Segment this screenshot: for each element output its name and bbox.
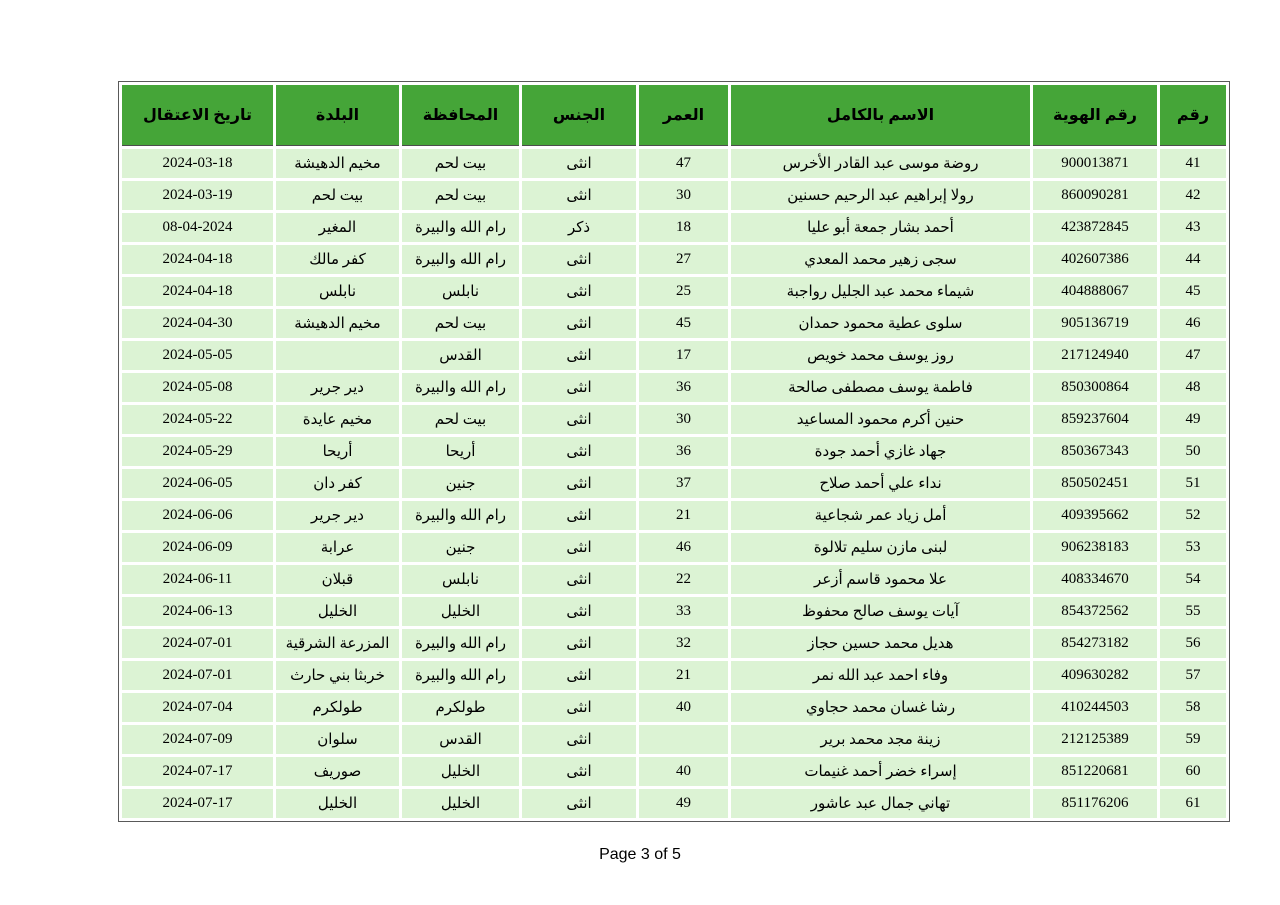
cell-governorate: رام الله والبيرة [402,501,519,530]
cell-id: 900013871 [1033,149,1157,178]
cell-id: 410244503 [1033,693,1157,722]
cell-governorate: القدس [402,725,519,754]
cell-age: 30 [639,181,728,210]
cell-town: مخيم عايدة [276,405,399,434]
cell-id: 851220681 [1033,757,1157,786]
cell-town: الخليل [276,789,399,818]
cell-name: رولا إبراهيم عبد الرحيم حسنين [731,181,1030,210]
cell-age: 49 [639,789,728,818]
cell-name: سلوى عطية محمود حمدان [731,309,1030,338]
cell-town: المزرعة الشرقية [276,629,399,658]
cell-id: 850367343 [1033,437,1157,466]
table-row [122,405,1226,434]
cell-num: 58 [1160,693,1226,722]
table-row [122,181,1226,210]
table-row [122,661,1226,690]
cell-town: أريحا [276,437,399,466]
cell-num: 48 [1160,373,1226,402]
cell-town [276,341,399,370]
cell-name: جهاد غازي أحمد جودة [731,437,1030,466]
cell-town: قبلان [276,565,399,594]
cell-gender: انثى [522,437,636,466]
cell-name: أمل زياد عمر شجاعية [731,501,1030,530]
cell-governorate: رام الله والبيرة [402,213,519,242]
cell-gender: انثى [522,789,636,818]
cell-age: 45 [639,309,728,338]
cell-gender: انثى [522,725,636,754]
cell-id: 409630282 [1033,661,1157,690]
cell-id: 404888067 [1033,277,1157,306]
cell-gender: انثى [522,149,636,178]
cell-name: تهاني جمال عبد عاشور [731,789,1030,818]
cell-governorate: الخليل [402,597,519,626]
cell-gender: انثى [522,469,636,498]
cell-num: 59 [1160,725,1226,754]
table-row [122,789,1226,818]
cell-age: 21 [639,661,728,690]
cell-age: 27 [639,245,728,274]
cell-gender: ذكر [522,213,636,242]
column-header-num: رقم [1160,85,1226,146]
table-body [122,149,1226,818]
table-row [122,629,1226,658]
cell-name: لبنى مازن سليم تلالوة [731,533,1030,562]
cell-governorate: نابلس [402,277,519,306]
cell-name: آيات يوسف صالح محفوظ [731,597,1030,626]
table-row [122,149,1226,178]
table-row [122,565,1226,594]
cell-name: نداء علي أحمد صلاح [731,469,1030,498]
cell-town: كفر مالك [276,245,399,274]
table-row [122,245,1226,274]
cell-arrest_date: 2024-07-01 [122,661,273,690]
cell-governorate: بيت لحم [402,309,519,338]
cell-gender: انثى [522,565,636,594]
cell-governorate: بيت لحم [402,405,519,434]
cell-num: 44 [1160,245,1226,274]
table-row [122,725,1226,754]
cell-town: سلوان [276,725,399,754]
cell-age: 17 [639,341,728,370]
cell-arrest_date: 2024-03-18 [122,149,273,178]
cell-id: 859237604 [1033,405,1157,434]
cell-id: 854372562 [1033,597,1157,626]
cell-id: 906238183 [1033,533,1157,562]
column-header-name: الاسم بالكامل [731,85,1030,146]
cell-age: 40 [639,693,728,722]
cell-governorate: رام الله والبيرة [402,245,519,274]
table-row [122,469,1226,498]
cell-id: 850300864 [1033,373,1157,402]
cell-num: 57 [1160,661,1226,690]
cell-name: روز يوسف محمد خويص [731,341,1030,370]
cell-arrest_date: 08-04-2024 [122,213,273,242]
column-header-gender: الجنس [522,85,636,146]
cell-governorate: رام الله والبيرة [402,629,519,658]
cell-arrest_date: 2024-06-05 [122,469,273,498]
cell-gender: انثى [522,661,636,690]
cell-id: 212125389 [1033,725,1157,754]
cell-num: 41 [1160,149,1226,178]
cell-gender: انثى [522,245,636,274]
cell-age: 25 [639,277,728,306]
cell-name: إسراء خضر أحمد غنيمات [731,757,1030,786]
cell-arrest_date: 2024-07-17 [122,757,273,786]
header-row [122,85,1226,146]
cell-town: صوريف [276,757,399,786]
cell-name: وفاء احمد عبد الله نمر [731,661,1030,690]
cell-age: 30 [639,405,728,434]
cell-gender: انثى [522,629,636,658]
cell-num: 49 [1160,405,1226,434]
cell-gender: انثى [522,597,636,626]
column-header-arrest_date: تاريخ الاعتقال [122,85,273,146]
cell-arrest_date: 2024-06-09 [122,533,273,562]
cell-town: عرابة [276,533,399,562]
cell-town: دير جرير [276,501,399,530]
cell-num: 43 [1160,213,1226,242]
cell-num: 54 [1160,565,1226,594]
table-row [122,597,1226,626]
cell-gender: انثى [522,405,636,434]
cell-num: 45 [1160,277,1226,306]
cell-governorate: نابلس [402,565,519,594]
table-row [122,437,1226,466]
cell-age: 22 [639,565,728,594]
cell-age: 37 [639,469,728,498]
cell-arrest_date: 2024-07-01 [122,629,273,658]
table-row [122,533,1226,562]
cell-gender: انثى [522,277,636,306]
table-header [122,85,1226,146]
cell-arrest_date: 2024-05-08 [122,373,273,402]
page-number: Page 3 of 5 [599,846,681,863]
table-row [122,277,1226,306]
cell-num: 53 [1160,533,1226,562]
cell-arrest_date: 2024-04-30 [122,309,273,338]
cell-name: علا محمود قاسم أزعر [731,565,1030,594]
cell-id: 402607386 [1033,245,1157,274]
table-row [122,309,1226,338]
cell-gender: انثى [522,533,636,562]
cell-arrest_date: 2024-05-29 [122,437,273,466]
cell-town: المغير [276,213,399,242]
cell-arrest_date: 2024-06-13 [122,597,273,626]
cell-arrest_date: 2024-03-19 [122,181,273,210]
cell-arrest_date: 2024-07-17 [122,789,273,818]
cell-gender: انثى [522,341,636,370]
cell-town: خربثا بني حارث [276,661,399,690]
cell-num: 61 [1160,789,1226,818]
cell-id: 408334670 [1033,565,1157,594]
cell-governorate: بيت لحم [402,149,519,178]
detainees-table [118,81,1230,822]
cell-town: طولكرم [276,693,399,722]
cell-arrest_date: 2024-04-18 [122,245,273,274]
cell-id: 854273182 [1033,629,1157,658]
cell-age: 47 [639,149,728,178]
column-header-age: العمر [639,85,728,146]
cell-num: 60 [1160,757,1226,786]
cell-governorate: بيت لحم [402,181,519,210]
column-header-governorate: المحافظة [402,85,519,146]
cell-name: رشا غسان محمد حجاوي [731,693,1030,722]
cell-num: 46 [1160,309,1226,338]
cell-num: 56 [1160,629,1226,658]
cell-age: 46 [639,533,728,562]
cell-town: مخيم الدهيشة [276,149,399,178]
cell-town: مخيم الدهيشة [276,309,399,338]
column-header-id: رقم الهوية [1033,85,1157,146]
cell-name: حنين أكرم محمود المساعيد [731,405,1030,434]
cell-age: 36 [639,437,728,466]
cell-governorate: أريحا [402,437,519,466]
cell-town: نابلس [276,277,399,306]
cell-name: هديل محمد حسين حجاز [731,629,1030,658]
cell-num: 42 [1160,181,1226,210]
table-row [122,373,1226,402]
cell-id: 850502451 [1033,469,1157,498]
cell-arrest_date: 2024-06-11 [122,565,273,594]
table-row [122,501,1226,530]
cell-num: 55 [1160,597,1226,626]
cell-town: الخليل [276,597,399,626]
cell-age: 36 [639,373,728,402]
cell-gender: انثى [522,693,636,722]
cell-town: بيت لحم [276,181,399,210]
cell-gender: انثى [522,501,636,530]
cell-name: أحمد بشار جمعة أبو عليا [731,213,1030,242]
table-row [122,213,1226,242]
cell-num: 50 [1160,437,1226,466]
cell-name: شيماء محمد عبد الجليل رواجبة [731,277,1030,306]
cell-governorate: جنين [402,533,519,562]
cell-age [639,725,728,754]
cell-age: 33 [639,597,728,626]
cell-id: 905136719 [1033,309,1157,338]
cell-id: 409395662 [1033,501,1157,530]
cell-num: 51 [1160,469,1226,498]
cell-gender: انثى [522,373,636,402]
cell-arrest_date: 2024-05-05 [122,341,273,370]
cell-governorate: رام الله والبيرة [402,661,519,690]
cell-name: روضة موسى عبد القادر الأخرس [731,149,1030,178]
cell-id: 423872845 [1033,213,1157,242]
cell-arrest_date: 2024-04-18 [122,277,273,306]
table-row [122,341,1226,370]
cell-town: كفر دان [276,469,399,498]
column-header-town: البلدة [276,85,399,146]
cell-gender: انثى [522,181,636,210]
cell-num: 52 [1160,501,1226,530]
cell-age: 40 [639,757,728,786]
cell-name: زينة مجد محمد برير [731,725,1030,754]
cell-arrest_date: 2024-06-06 [122,501,273,530]
cell-town: دير جرير [276,373,399,402]
cell-gender: انثى [522,757,636,786]
cell-arrest_date: 2024-05-22 [122,405,273,434]
cell-governorate: القدس [402,341,519,370]
cell-governorate: الخليل [402,789,519,818]
cell-name: سجى زهير محمد المعدي [731,245,1030,274]
cell-age: 18 [639,213,728,242]
cell-age: 32 [639,629,728,658]
cell-arrest_date: 2024-07-09 [122,725,273,754]
cell-governorate: الخليل [402,757,519,786]
table-row [122,757,1226,786]
cell-governorate: طولكرم [402,693,519,722]
cell-name: فاطمة يوسف مصطفى صالحة [731,373,1030,402]
cell-id: 217124940 [1033,341,1157,370]
cell-id: 860090281 [1033,181,1157,210]
cell-gender: انثى [522,309,636,338]
cell-governorate: رام الله والبيرة [402,373,519,402]
cell-age: 21 [639,501,728,530]
cell-arrest_date: 2024-07-04 [122,693,273,722]
table-row [122,693,1226,722]
cell-num: 47 [1160,341,1226,370]
cell-id: 851176206 [1033,789,1157,818]
cell-governorate: جنين [402,469,519,498]
